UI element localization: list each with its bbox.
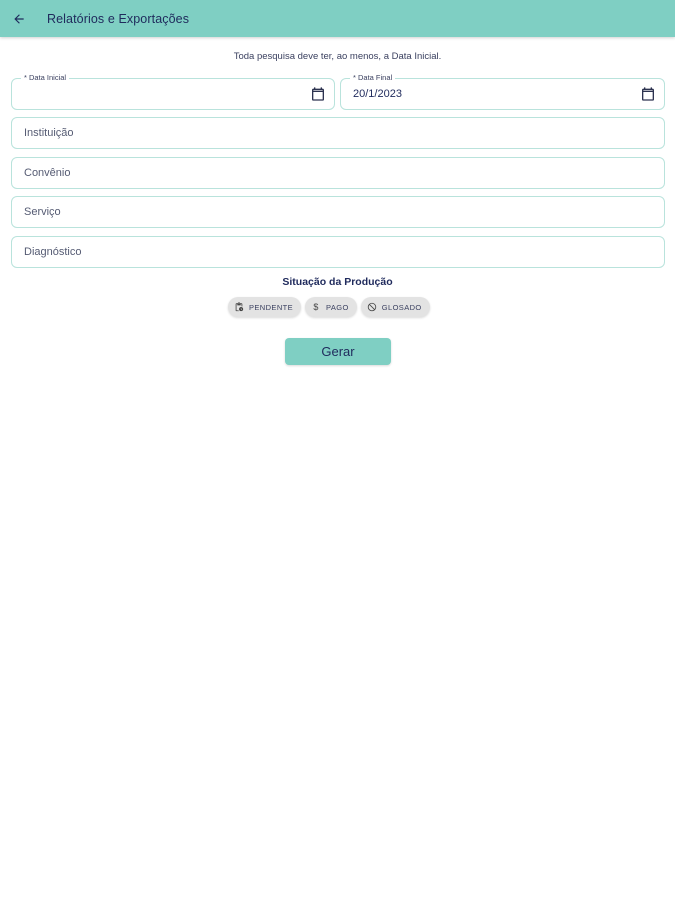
- chip-label: GLOSADO: [381, 302, 422, 312]
- calendar-icon[interactable]: [640, 86, 656, 102]
- chip-glosado[interactable]: [361, 297, 430, 317]
- service-field[interactable]: [11, 196, 665, 228]
- search-hint: Toda pesquisa deve ter, ao menos, a Data Inicial.: [233, 51, 442, 62]
- diagnosis-field[interactable]: [11, 236, 665, 268]
- end-date-label: * Data Final: [350, 73, 395, 83]
- chip-label: PENDENTE: [249, 302, 294, 312]
- start-date-label: * Data Inicial: [21, 73, 69, 83]
- back-button[interactable]: [1, 0, 37, 37]
- status-chip-group: [228, 297, 430, 317]
- diagnosis-placeholder: Diagnóstico: [24, 246, 82, 258]
- chip-label: PAGO: [326, 302, 349, 312]
- production-status-title: Situação da Produção: [282, 276, 393, 288]
- insurance-placeholder: Convênio: [24, 167, 71, 179]
- app-bar: [0, 0, 675, 37]
- chip-pago[interactable]: [305, 297, 357, 317]
- institution-placeholder: Instituição: [24, 127, 74, 139]
- blocked-icon: [367, 302, 377, 312]
- institution-field[interactable]: [11, 117, 665, 149]
- page-title: Relatórios e Exportações: [47, 11, 190, 26]
- generate-button[interactable]: Gerar: [285, 338, 391, 365]
- service-placeholder: Serviço: [24, 206, 61, 218]
- chip-pendente[interactable]: [228, 297, 301, 317]
- insurance-field[interactable]: [11, 157, 665, 189]
- end-date-value: 20/1/2023: [353, 88, 402, 100]
- end-date-field[interactable]: [340, 73, 665, 110]
- pending-icon: [234, 302, 244, 312]
- calendar-icon[interactable]: [310, 86, 326, 102]
- arrow-left-icon: [12, 12, 26, 26]
- dollar-icon: $: [313, 302, 319, 312]
- start-date-field[interactable]: [11, 73, 335, 110]
